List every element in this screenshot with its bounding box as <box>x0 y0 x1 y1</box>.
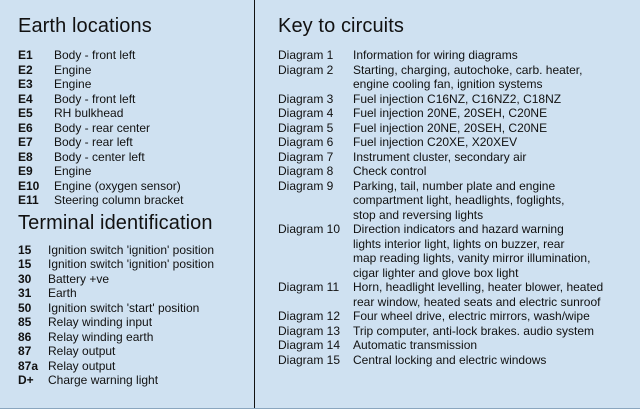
terminal-row <box>18 359 250 374</box>
earth-description: Engine <box>54 164 92 178</box>
circuit-description-line: Starting, charging, autochoke, carb. heater, <box>353 62 583 77</box>
circuit-description-line: Fuel injection C16NZ, C16NZ2, C18NZ <box>353 91 562 106</box>
diagram-number: Diagram 4 <box>278 106 334 120</box>
terminal-description: Ignition switch 'ignition' position <box>48 257 215 271</box>
terminal-code: 85 <box>18 315 32 329</box>
diagram-number: Diagram 13 <box>278 323 341 338</box>
circuit-description <box>353 222 628 280</box>
circuit-key-row <box>278 280 628 309</box>
key-to-circuits-list <box>278 48 628 367</box>
earth-location-row <box>18 135 250 150</box>
circuit-description-line: compartment light, headlights, foglights, <box>353 193 565 207</box>
circuit-description-line: Trip computer, anti-lock brakes. audio system <box>353 323 594 338</box>
terminal-description: Relay winding earth <box>48 329 154 344</box>
column-divider <box>254 0 255 409</box>
diagram-number: Diagram 3 <box>278 91 334 106</box>
circuit-description-line: Direction indicators and hazard warning <box>353 222 564 236</box>
earth-description: RH bulkhead <box>54 106 124 120</box>
circuit-key-row <box>278 135 628 150</box>
circuit-description <box>353 121 628 136</box>
terminal-code: D+ <box>18 373 34 387</box>
terminal-code: 50 <box>18 300 32 315</box>
diagram-number: Diagram 14 <box>278 338 341 352</box>
circuit-description-line: Fuel injection 20NE, 20SEH, C20NE <box>353 120 548 135</box>
earth-code: E6 <box>18 120 33 135</box>
circuit-description-line: Check control <box>353 164 427 178</box>
circuit-description-line: Horn, headlight levelling, heater blower, heated <box>353 280 604 294</box>
circuit-description-line: cigar lighter and glove box light <box>353 265 519 280</box>
terminal-description: Relay output <box>48 358 116 373</box>
diagram-number: Diagram 9 <box>278 178 334 193</box>
diagram-number: Diagram 12 <box>278 309 341 323</box>
circuit-key-row <box>278 150 628 165</box>
earth-location-row <box>18 77 250 92</box>
earth-code: E10 <box>18 178 40 193</box>
circuit-description <box>353 309 628 324</box>
circuit-description-line: Parking, tail, number plate and engine <box>353 178 556 193</box>
circuit-description <box>353 353 628 368</box>
earth-location-row <box>18 106 250 121</box>
left-column <box>18 14 250 388</box>
earth-code: E11 <box>18 193 39 207</box>
circuit-key-row <box>278 48 628 63</box>
circuit-description-line: Central locking and electric windows <box>353 352 547 367</box>
terminal-row <box>18 344 250 359</box>
circuit-description <box>353 280 628 309</box>
terminal-row <box>18 301 250 316</box>
diagram-number: Diagram 6 <box>278 135 334 149</box>
earth-locations-list <box>18 48 250 208</box>
earth-location-row <box>18 179 250 194</box>
terminal-row <box>18 286 250 301</box>
circuit-description-line: lights interior light, lights on buzzer, rear <box>353 236 565 251</box>
terminal-identification-list <box>18 243 250 388</box>
circuit-description <box>353 150 628 165</box>
earth-code: E9 <box>18 164 33 178</box>
circuit-key-row <box>278 324 628 339</box>
earth-description: Body - front left <box>54 48 136 62</box>
circuit-description-line: stop and reversing lights <box>353 207 484 222</box>
earth-location-row <box>18 63 250 78</box>
earth-code: E2 <box>18 62 33 77</box>
terminal-code: 86 <box>18 329 32 344</box>
earth-description: Body - center left <box>54 149 145 164</box>
circuit-description-line: Fuel injection C20XE, X20XEV <box>353 135 518 149</box>
circuit-key-row <box>278 164 628 179</box>
earth-description: Steering column bracket <box>54 193 184 207</box>
diagram-number: Diagram 5 <box>278 120 334 135</box>
diagram-number: Diagram 11 <box>278 280 340 294</box>
terminal-row <box>18 373 250 388</box>
diagram-number: Diagram 7 <box>278 149 334 164</box>
earth-code: E3 <box>18 77 33 91</box>
terminal-row <box>18 315 250 330</box>
circuit-key-row <box>278 63 628 92</box>
circuit-description-line: Information for wiring diagrams <box>353 48 518 62</box>
earth-locations-heading: Earth locations <box>18 15 152 37</box>
circuit-description <box>353 92 628 107</box>
diagram-number: Diagram 1 <box>278 48 334 62</box>
terminal-row <box>18 330 250 345</box>
earth-code: E5 <box>18 106 33 120</box>
terminal-code: 31 <box>18 286 32 300</box>
earth-code: E8 <box>18 149 33 164</box>
earth-location-row <box>18 48 250 63</box>
diagram-number: Diagram 10 <box>278 222 341 236</box>
circuit-key-row <box>278 92 628 107</box>
terminal-description: Battery +ve <box>48 271 110 286</box>
terminal-code: 30 <box>18 271 32 286</box>
terminal-code: 87 <box>18 344 32 358</box>
circuit-description <box>353 164 628 179</box>
right-column <box>278 14 628 367</box>
earth-description: Body - front left <box>54 91 136 106</box>
terminal-row <box>18 257 250 272</box>
terminal-row <box>18 243 250 258</box>
earth-location-row <box>18 150 250 165</box>
terminal-code: 15 <box>18 242 32 257</box>
circuit-description <box>353 48 628 63</box>
earth-description: Engine (oxygen sensor) <box>54 178 181 193</box>
circuit-description <box>353 338 628 353</box>
circuit-key-row <box>278 121 628 136</box>
circuit-description <box>353 106 628 121</box>
terminal-identification-heading: Terminal identification <box>18 211 213 234</box>
circuit-description-line: Fuel injection 20NE, 20SEH, C20NE <box>353 106 548 120</box>
terminal-description: Relay winding input <box>48 315 153 329</box>
terminal-code: 15 <box>18 257 32 271</box>
circuit-description-line: Four wheel drive, electric mirrors, wash/wipe <box>353 309 590 323</box>
circuit-description-line: Instrument cluster, secondary air <box>353 149 527 164</box>
circuit-description <box>353 63 628 92</box>
circuit-key-row <box>278 309 628 324</box>
diagram-number: Diagram 2 <box>278 62 334 77</box>
earth-description: Engine <box>54 77 92 91</box>
circuit-description-line: engine cooling fan, ignition systems <box>353 77 543 91</box>
circuit-description <box>353 135 628 150</box>
terminal-row <box>18 272 250 287</box>
terminal-description: Ignition switch 'start' position <box>48 300 200 315</box>
terminal-description: Ignition switch 'ignition' position <box>48 242 215 257</box>
circuit-description-line: map reading lights, vanity mirror illumination, <box>353 251 591 265</box>
earth-description: Engine <box>54 62 92 77</box>
earth-location-row <box>18 164 250 179</box>
earth-location-row <box>18 193 250 208</box>
circuit-key-row <box>278 106 628 121</box>
terminal-description: Earth <box>48 286 77 300</box>
circuit-key-row <box>278 222 628 280</box>
circuit-key-row <box>278 353 628 368</box>
earth-code: E1 <box>18 48 33 62</box>
circuit-description <box>353 324 628 339</box>
earth-location-row <box>18 121 250 136</box>
circuit-description-line: Automatic transmission <box>353 338 478 352</box>
terminal-description: Relay output <box>48 344 116 358</box>
diagram-number: Diagram 15 <box>278 352 341 367</box>
terminal-code: 87a <box>18 358 39 373</box>
earth-code: E4 <box>18 91 33 106</box>
diagram-number: Diagram 8 <box>278 164 334 178</box>
earth-location-row <box>18 92 250 107</box>
circuit-description-line: rear window, heated seats and electric sunroof <box>353 294 601 309</box>
earth-description: Body - rear center <box>54 120 151 135</box>
circuit-key-row <box>278 338 628 353</box>
circuit-key-row <box>278 179 628 223</box>
key-to-circuits-heading: Key to circuits <box>278 15 404 37</box>
terminal-description: Charge warning light <box>48 373 159 387</box>
earth-code: E7 <box>18 135 33 149</box>
earth-description: Body - rear left <box>54 135 133 149</box>
circuit-description <box>353 179 628 223</box>
